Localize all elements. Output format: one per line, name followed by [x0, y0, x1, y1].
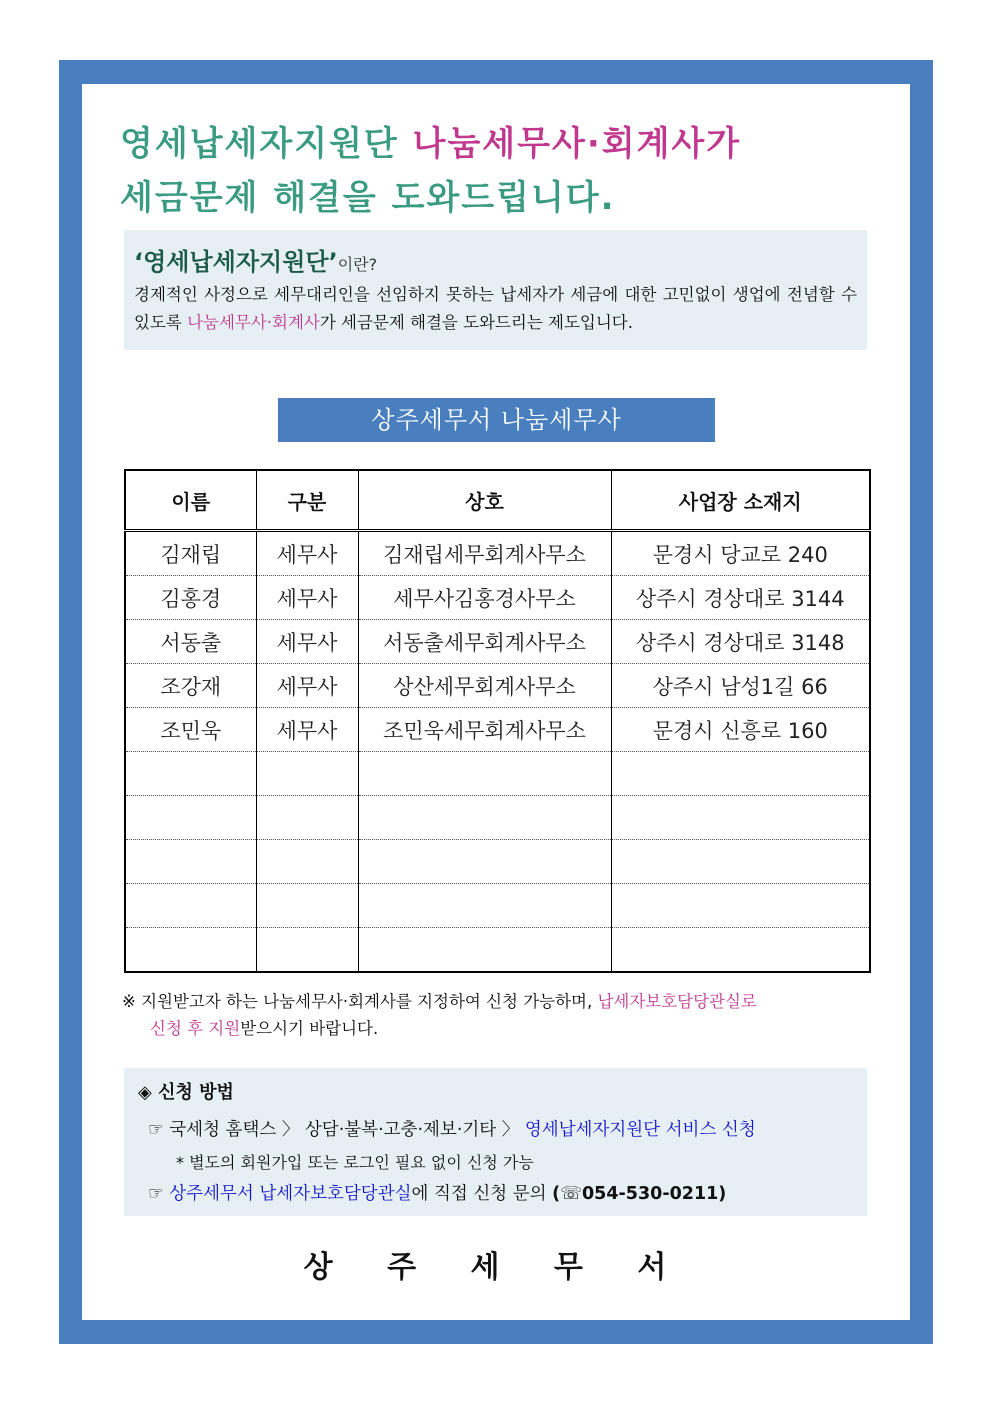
advisor-table: [124, 469, 871, 973]
cell-business-name: 상산세무회계사무소: [358, 664, 611, 708]
apply-phone-number: (☏054-530-0211): [552, 1184, 727, 1204]
cell-address: 상주시 경상대로 3148: [611, 620, 870, 664]
cell-address: 문경시 당교로 240: [611, 531, 870, 576]
cell-business-name: 조민욱세무회계사무소: [358, 708, 611, 752]
pointing-hand-icon: ☞: [148, 1184, 164, 1204]
cell-type: [256, 796, 358, 840]
cell-type: 세무사: [256, 620, 358, 664]
intro-title-suffix: 이란?: [337, 255, 378, 274]
table-row: [125, 708, 870, 752]
note-text-1: 지원받고자 하는 나눔세무사·회계사를 지정하여 신청 가능하며,: [141, 992, 598, 1011]
note-text: [122, 988, 874, 1042]
cell-business-name: [358, 884, 611, 928]
apply-office-text: 에 직접 신청 문의: [411, 1184, 547, 1204]
table-row: [125, 884, 870, 928]
table-row: [125, 752, 870, 796]
cell-type: 세무사: [256, 664, 358, 708]
office-name-footer: 상 주 세 무 서: [303, 1250, 689, 1285]
cell-name: [125, 928, 256, 973]
table-row: [125, 531, 870, 576]
table-row: [125, 928, 870, 973]
cell-business-name: [358, 752, 611, 796]
cell-type: [256, 840, 358, 884]
intro-text-start: 경제적인 사정으로 세무대리인을 선임하지 못하는 납세자가 세금에 대한 고민없이 생업에 전념할 수 있도록: [134, 285, 857, 332]
apply-office-name: 상주세무서 납세자보호담당관실: [169, 1184, 412, 1204]
cell-name: 김재립: [125, 531, 256, 576]
header-type: 구분: [256, 470, 358, 531]
note-line-1: [122, 988, 874, 1015]
cell-name: [125, 796, 256, 840]
cell-type: [256, 752, 358, 796]
cell-address: [611, 840, 870, 884]
cell-name: 김홍경: [125, 576, 256, 620]
application-method-box: [124, 1068, 867, 1216]
cell-name: 조민욱: [125, 708, 256, 752]
intro-text-end: 가 세금문제 해결을 도와드리는 제도입니다.: [319, 313, 633, 332]
cell-address: [611, 928, 870, 973]
cell-name: [125, 752, 256, 796]
cell-address: [611, 884, 870, 928]
cell-address: 문경시 신흥로 160: [611, 708, 870, 752]
cell-business-name: 서동출세무회계사무소: [358, 620, 611, 664]
header-name: 이름: [125, 470, 256, 531]
cell-business-name: 김재립세무회계사무소: [358, 531, 611, 576]
cell-type: 세무사: [256, 531, 358, 576]
cell-name: [125, 840, 256, 884]
cell-name: 서동출: [125, 620, 256, 664]
table-row: [125, 840, 870, 884]
headline-line-1: [120, 116, 741, 165]
cell-address: [611, 796, 870, 840]
headline-highlight: 나눔세무사·회계사가: [412, 124, 742, 164]
table-row: [125, 576, 870, 620]
header-business-name: 상호: [358, 470, 611, 531]
intro-box: [124, 230, 867, 350]
table-row: [125, 620, 870, 664]
intro-title: [134, 242, 857, 277]
cell-business-name: [358, 928, 611, 973]
cell-address: 상주시 경상대로 3144: [611, 576, 870, 620]
headline-org-name: 영세납세자지원단: [120, 124, 399, 164]
table-title-banner: 상주세무서 나눔세무사: [278, 398, 715, 442]
table-header-row: [125, 470, 870, 531]
apply-line-hometax: [148, 1116, 756, 1141]
intro-description: [134, 281, 857, 337]
cell-type: [256, 928, 358, 973]
cell-type: [256, 884, 358, 928]
apply-service-link: 영세납세자지원단 서비스 신청: [524, 1120, 756, 1140]
cell-address: 상주시 남성1길 66: [611, 664, 870, 708]
cell-name: [125, 884, 256, 928]
apply-line-office: [148, 1180, 726, 1205]
intro-title-term: ‘영세납세자지원단’: [134, 248, 338, 276]
note-text-2: 받으시기 바랍니다.: [240, 1019, 379, 1038]
cell-type: 세무사: [256, 576, 358, 620]
intro-text-highlight: 나눔세무사·회계사: [187, 313, 320, 332]
cell-business-name: [358, 840, 611, 884]
note-line-2: [122, 1015, 874, 1042]
cell-type: 세무사: [256, 708, 358, 752]
cell-name: 조강재: [125, 664, 256, 708]
cell-address: [611, 752, 870, 796]
cell-business-name: [358, 796, 611, 840]
header-address: 사업장 소재지: [611, 470, 870, 531]
pointing-hand-icon: ☞: [148, 1120, 164, 1140]
headline-line-2: 세금문제 해결을 도와드립니다.: [120, 178, 616, 218]
apply-line-note: * 별도의 회원가입 또는 로그인 필요 없이 신청 가능: [176, 1153, 534, 1172]
cell-business-name: 세무사김홍경사무소: [358, 576, 611, 620]
note-highlight-1: 납세자보호담당관실로: [597, 992, 757, 1011]
application-method-title: ◈ 신청 방법: [138, 1082, 234, 1103]
table-row: [125, 664, 870, 708]
apply-hometax-path: 국세청 홈택스 〉 상담·불복·고충·제보·기타 〉: [169, 1120, 520, 1140]
table-row: [125, 796, 870, 840]
note-highlight-2: 신청 후 지원: [150, 1019, 241, 1038]
note-mark: ※: [122, 992, 136, 1011]
